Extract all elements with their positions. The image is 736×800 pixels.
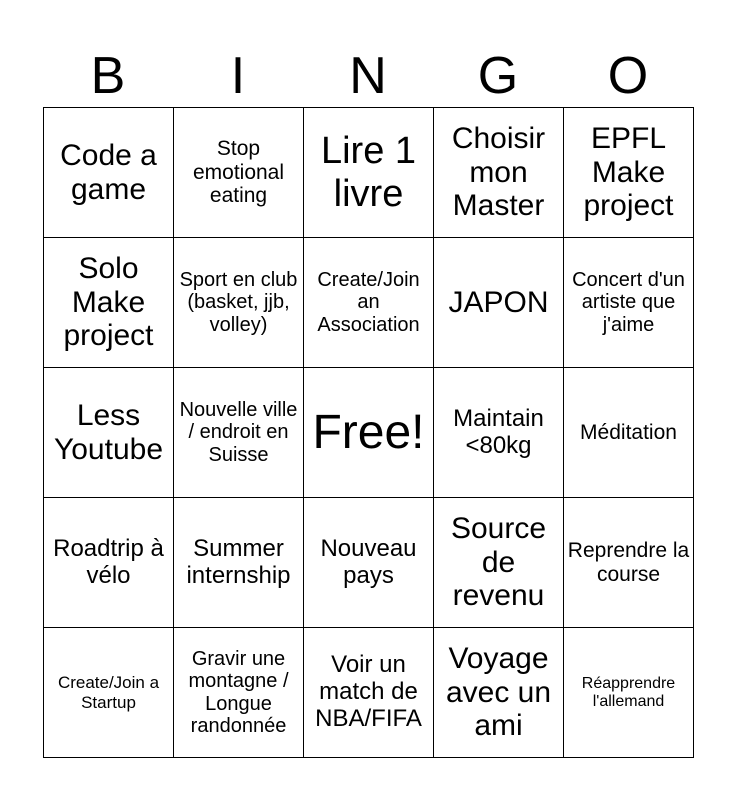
header-letter-b: B: [90, 47, 126, 105]
bingo-cell: Choisir mon Master: [434, 108, 564, 238]
bingo-cell: JAPON: [434, 238, 564, 368]
bingo-cell: Voyage avec un ami: [434, 628, 564, 758]
bingo-cell: Create/Join an Association: [304, 238, 434, 368]
bingo-header: [43, 48, 693, 104]
bingo-cell: Roadtrip à vélo: [44, 498, 174, 628]
bingo-cell: Nouvelle ville / endroit en Suisse: [174, 368, 304, 498]
bingo-cell: Stop emotional eating: [174, 108, 304, 238]
bingo-cell: Réapprendre l'allemand: [564, 628, 694, 758]
bingo-cell: Voir un match de NBA/FIFA: [304, 628, 434, 758]
bingo-cell: Méditation: [564, 368, 694, 498]
bingo-cell: EPFL Make project: [564, 108, 694, 238]
bingo-grid: [43, 107, 694, 758]
grid-row: [44, 238, 694, 368]
grid-row: [44, 628, 694, 758]
header-letter-o: O: [607, 47, 649, 105]
header-letter-i: I: [230, 47, 246, 105]
free-cell: Free!: [304, 368, 434, 498]
bingo-cell: Create/Join a Startup: [44, 628, 174, 758]
grid-row: [44, 498, 694, 628]
bingo-cell: Reprendre la course: [564, 498, 694, 628]
bingo-cell: Nouveau pays: [304, 498, 434, 628]
bingo-cell: Summer internship: [174, 498, 304, 628]
bingo-cell: Maintain <80kg: [434, 368, 564, 498]
bingo-cell: Concert d'un artiste que j'aime: [564, 238, 694, 368]
grid-row: [44, 108, 694, 238]
bingo-cell: Code a game: [44, 108, 174, 238]
grid-row: [44, 368, 694, 498]
bingo-cell: Gravir une montagne / Longue randonnée: [174, 628, 304, 758]
header-letter-n: N: [349, 47, 387, 105]
bingo-cell: Lire 1 livre: [304, 108, 434, 238]
bingo-cell: Sport en club (basket, jjb, volley): [174, 238, 304, 368]
bingo-cell: Source de revenu: [434, 498, 564, 628]
header-letter-g: G: [477, 47, 519, 105]
bingo-cell: Solo Make project: [44, 238, 174, 368]
bingo-cell: Less Youtube: [44, 368, 174, 498]
